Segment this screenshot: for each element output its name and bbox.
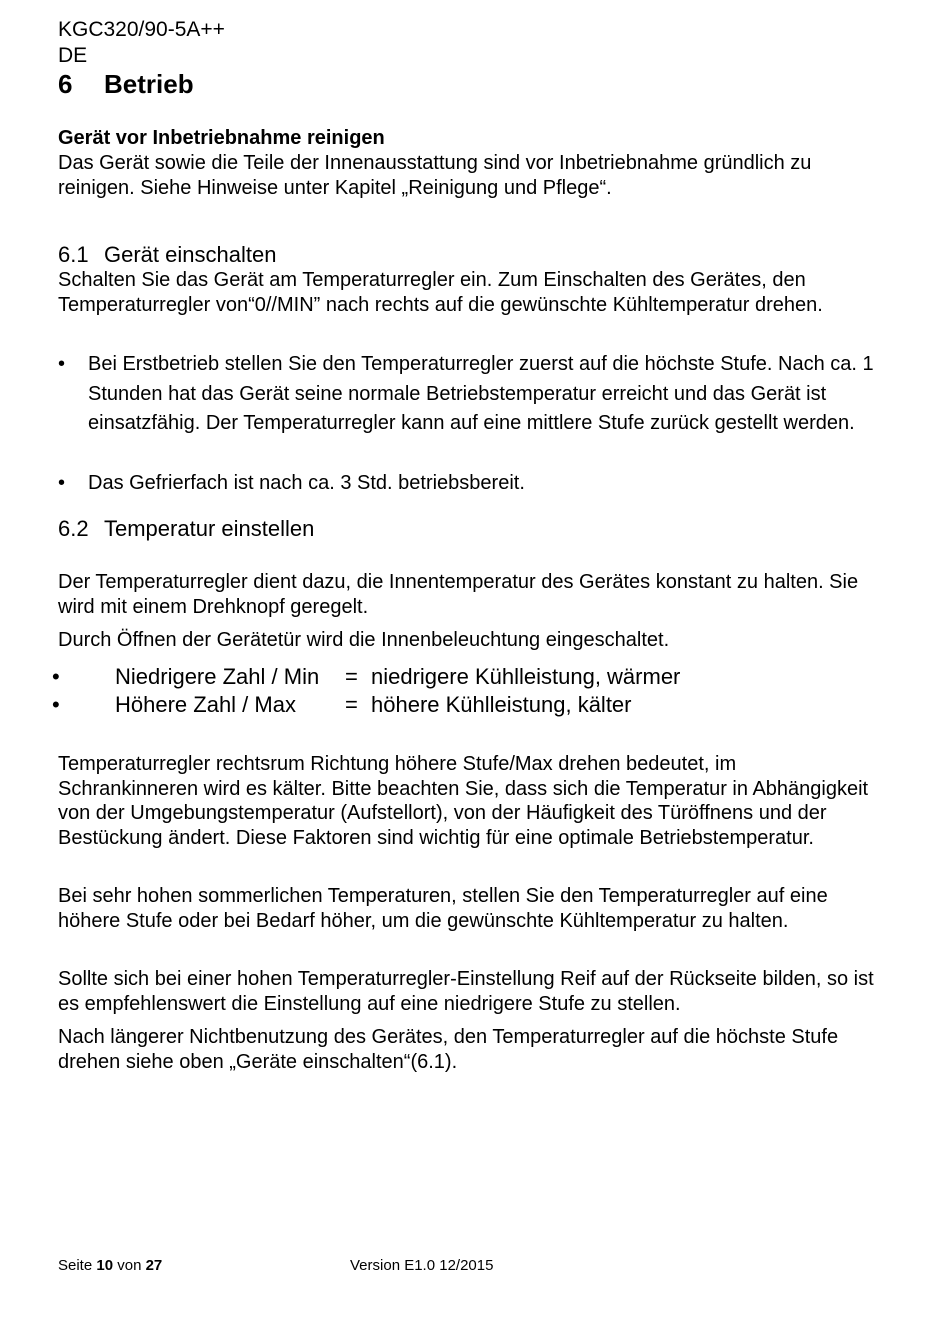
section-6-2-paragraph-5: Sollte sich bei einer hohen Temperaturregler-Einstellung Reif auf der Rückseite bilden, so ist es empfehlenswert die Einstellung auf eine niedrigere Stufe zu stellen. [58, 968, 874, 1015]
chapter-title: Betrieb [104, 69, 194, 99]
comparison-right: höhere Kühlleistung, kälter [371, 692, 632, 717]
comparison-left: Niedrigere Zahl / Min [115, 664, 320, 689]
page-prefix: Seite [58, 1257, 93, 1274]
bullet-icon: • [58, 353, 66, 375]
section-6-2-heading [58, 516, 314, 542]
section-title: Gerät einschalten [104, 242, 277, 267]
language-code: DE [58, 44, 88, 67]
section-title: Temperatur einstellen [104, 516, 315, 541]
model-number: KGC320/90-5A++ [58, 18, 225, 41]
bullet-item [58, 350, 888, 439]
chapter-heading [58, 68, 194, 100]
section-6-2-paragraph-6: Nach längerer Nichtbenutzung des Gerätes, den Temperaturregler auf die höchste Stufe drehen siehe oben „Geräte einschalten“(6.1). [58, 1026, 839, 1073]
version-label: Version E1.0 12/2015 [350, 1257, 494, 1274]
comparison-row [52, 663, 852, 691]
comparison-right: niedrigere Kühlleistung, wärmer [371, 664, 681, 689]
clean-heading: Gerät vor Inbetriebnahme reinigen [58, 127, 385, 149]
page-total: 27 [145, 1257, 163, 1274]
bullet-icon: • [52, 692, 60, 717]
section-6-1-paragraph: Schalten Sie das Gerät am Temperaturregler ein. Zum Einschalten des Gerätes, den Temperaturregler von“0//MIN” nach rechts auf die gewünschte Kühltemperatur drehen. [58, 269, 823, 316]
chapter-number: 6 [58, 69, 73, 99]
section-6-2-paragraph-3: Temperaturregler rechtsrum Richtung höhere Stufe/Max drehen bedeutet, im Schrankinneren wird es kälter. Bitte beachten Sie, dass sich die Temperatur in Abhängigkeit von der Umgebungstemperatur (Aufstellort), von der Häufigkeit des Türöffnens und der Bestückung ändert. Diese Faktoren sind wichtig für eine optimale Betriebstemperatur. [58, 753, 869, 849]
bullet-icon: • [58, 472, 66, 494]
clean-paragraph: Das Gerät sowie die Teile der Innenausstattung sind vor Inbetriebnahme gründlich zu reinigen. Siehe Hinweise unter Kapitel „Reinigung und Pflege“. [58, 152, 812, 199]
section-6-1-heading [58, 242, 276, 268]
bullet-text: Das Gefrierfach ist nach ca. 3 Std. betriebsbereit. [88, 472, 525, 494]
page-of: von [117, 1257, 142, 1274]
comparison-equals: = [345, 664, 358, 689]
bullet-item [58, 469, 888, 499]
section-6-2-paragraph-1: Der Temperaturregler dient dazu, die Innentemperatur des Gerätes konstant zu halten. Sie wird mit einem Drehknopf geregelt. [58, 571, 859, 618]
section-number: 6.2 [58, 516, 89, 541]
section-number: 6.1 [58, 242, 89, 267]
page-indicator [58, 1257, 162, 1275]
section-6-2-paragraph-2: Durch Öffnen der Gerätetür wird die Innenbeleuchtung eingeschaltet. [58, 629, 670, 651]
comparison-row [52, 691, 852, 719]
comparison-left: Höhere Zahl / Max [115, 692, 296, 717]
comparison-equals: = [345, 692, 358, 717]
page-number: 10 [96, 1257, 114, 1274]
bullet-text: Bei Erstbetrieb stellen Sie den Temperaturregler zuerst auf die höchste Stufe. Nach ca. 1 Stunden hat das Gerät seine normale Betriebstemperatur erreicht und das Gerät ist einsatzfähig. Der Temperaturregler kann auf eine mittlere Stufe zurück gestellt werden. [88, 353, 874, 434]
bullet-icon: • [52, 664, 60, 689]
section-6-2-paragraph-4: Bei sehr hohen sommerlichen Temperaturen, stellen Sie den Temperaturregler auf eine höhere Stufe oder bei Bedarf höher, um die gewünschte Kühltemperatur zu halten. [58, 885, 828, 932]
